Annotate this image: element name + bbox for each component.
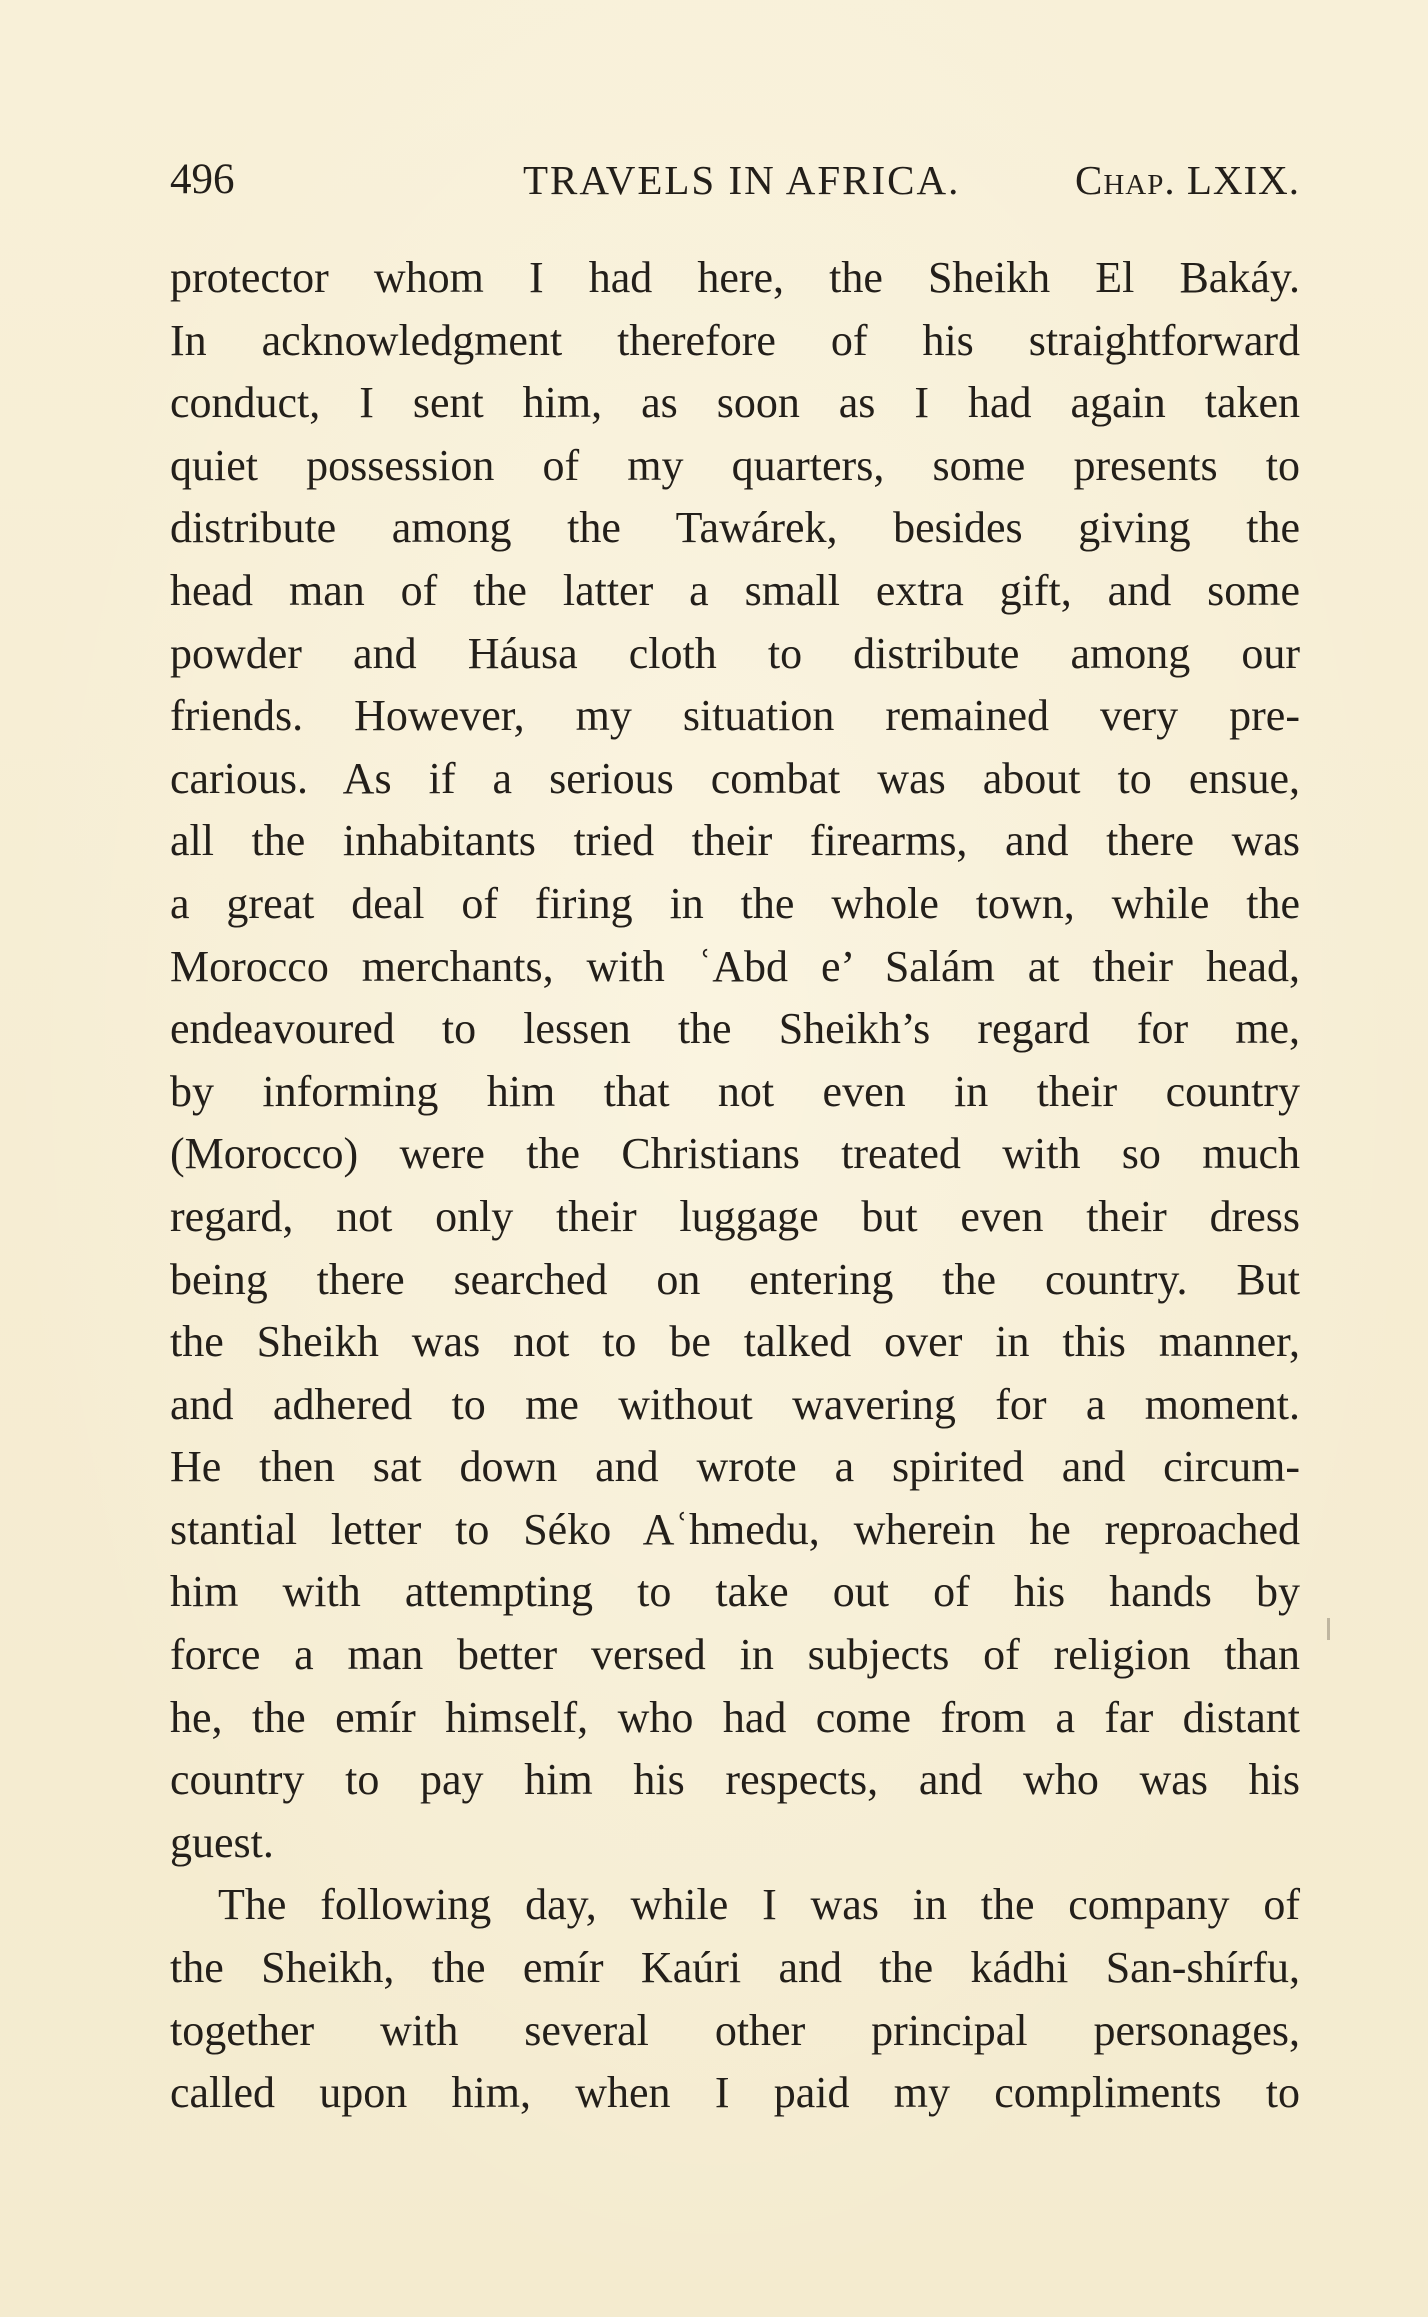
paper-speck	[1327, 1618, 1330, 1640]
text-line: carious. As if a serious combat was about to ensue,	[170, 753, 1300, 803]
text-line: Morocco merchants, with ʿAbd e’ Salám at their head,	[170, 941, 1300, 991]
text-line: him with attempting to take out of his hands by	[170, 1567, 1300, 1617]
text-line: stantial letter to Séko Aʿhmedu, wherein he reproached	[170, 1504, 1300, 1554]
text-line: the Sheikh was not to be talked over in this manner,	[170, 1317, 1300, 1367]
text-line: guest.	[170, 1817, 274, 1867]
text-line: regard, not only their luggage but even their dress	[170, 1191, 1300, 1241]
text-line: In acknowledgment therefore of his straightforward	[170, 315, 1300, 365]
text-line: together with several other principal personages,	[170, 2005, 1300, 2055]
text-line: he, the emír himself, who had come from a far distant	[170, 1692, 1300, 1742]
text-line: head man of the latter a small extra gift, and some	[170, 565, 1300, 615]
text-line: called upon him, when I paid my compliments to	[170, 2068, 1300, 2118]
text-line: (Morocco) were the Christians treated with so much	[170, 1129, 1300, 1179]
text-line: by informing him that not even in their country	[170, 1066, 1300, 1116]
text-line: all the inhabitants tried their firearms, and there was	[170, 816, 1300, 866]
body-text	[170, 247, 1300, 2125]
text-line: a great deal of firing in the whole town, while the	[170, 878, 1300, 928]
running-title: TRAVELS IN AFRICA.	[523, 157, 961, 203]
running-head	[170, 150, 1300, 210]
text-line: He then sat down and wrote a spirited and circum-	[170, 1442, 1300, 1492]
text-line: conduct, I sent him, as soon as I had again taken	[170, 378, 1300, 428]
text-line: country to pay him his respects, and who was his	[170, 1755, 1300, 1805]
text-line: endeavoured to lessen the Sheikh’s regard for me,	[170, 1004, 1300, 1054]
text-line: distribute among the Tawárek, besides giving the	[170, 503, 1300, 553]
chapter-label: Chap. LXIX.	[1074, 157, 1300, 203]
text-line: powder and Háusa cloth to distribute among our	[170, 628, 1300, 678]
page-number: 496	[170, 156, 235, 203]
text-line: and adhered to me without wavering for a moment.	[170, 1379, 1300, 1429]
paragraph-start-line: The following day, while I was in the company of	[218, 1880, 1300, 1930]
text-line: protector whom I had here, the Sheikh El Bakáy.	[170, 253, 1300, 302]
text-line: quiet possession of my quarters, some presents to	[170, 440, 1300, 490]
text-line: the Sheikh, the emír Kaúri and the kádhi San-shírfu,	[170, 1943, 1300, 1993]
text-line: being there searched on entering the country. But	[170, 1254, 1300, 1304]
text-line: friends. However, my situation remained very pre-	[170, 691, 1300, 741]
text-line: force a man better versed in subjects of religion than	[170, 1630, 1300, 1680]
